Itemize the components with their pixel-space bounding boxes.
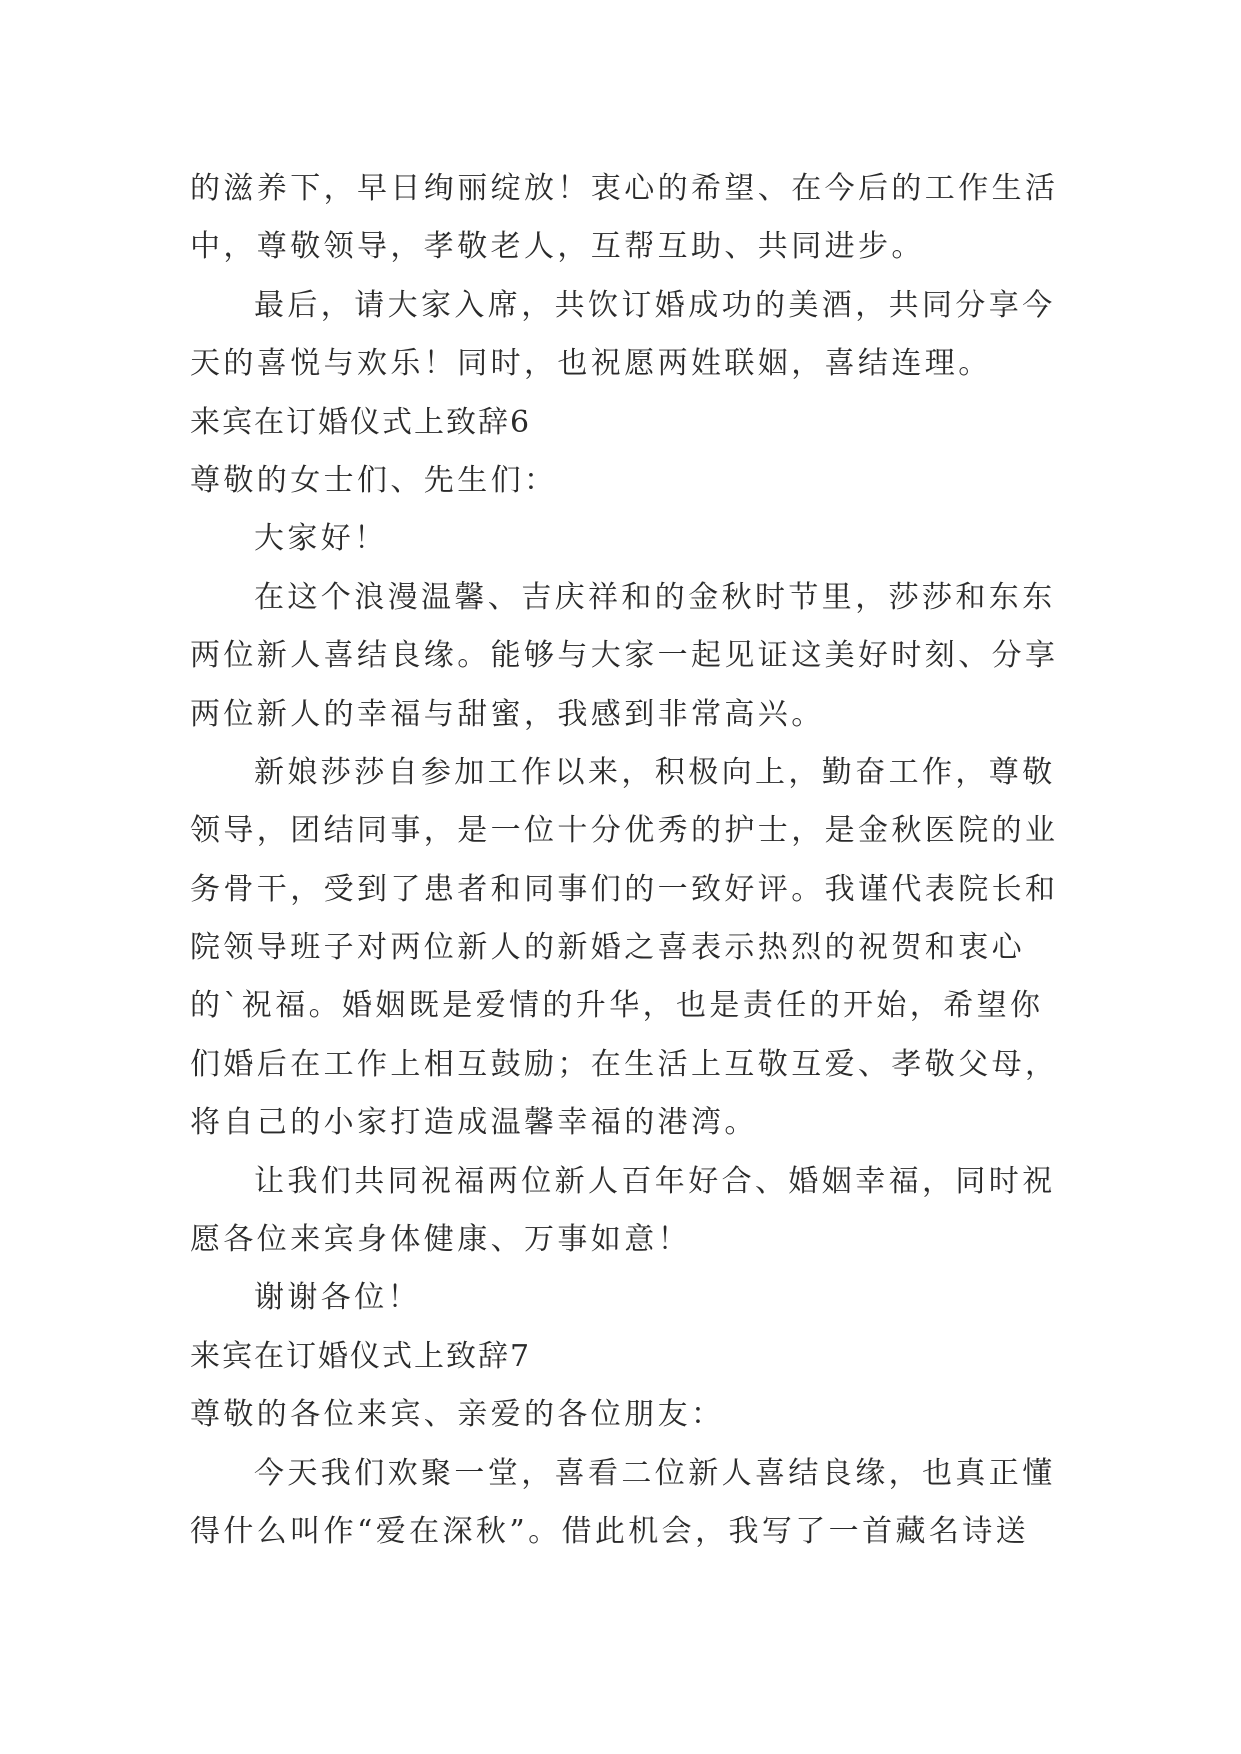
paragraph-line: 在这个浪漫温馨、吉庆祥和的金秋时节里，莎莎和东东 [254, 579, 1056, 615]
paragraph-line: 今天我们欢聚一堂，喜看二位新人喜结良缘，也真正懂 [254, 1455, 1056, 1491]
section-heading: 来宾在订婚仪式上致辞7 [190, 1338, 532, 1374]
paragraph-line: 的滋养下，早日绚丽绽放！衷心的希望、在今后的工作生活 [190, 171, 1059, 206]
paragraph-line: 两位新人喜结良缘。能够与大家一起见证这美好时刻、分享 [190, 638, 1059, 674]
section-heading: 来宾在订婚仪式上致辞6 [190, 404, 532, 440]
paragraph-line: 愿各位来宾身体健康、万事如意！ [190, 1222, 691, 1258]
salutation-line: 尊敬的各位来宾、亲爱的各位朋友： [190, 1397, 725, 1433]
document-body [190, 160, 1060, 1561]
paragraph-line: 将自己的小家打造成温馨幸福的港湾。 [190, 1105, 758, 1141]
paragraph-line: 两位新人的幸福与甜蜜，我感到非常高兴。 [190, 696, 825, 732]
paragraph-line: 最后，请大家入席，共饮订婚成功的美酒，共同分享今 [254, 287, 1056, 323]
paragraph-line: 们婚后在工作上相互鼓励；在生活上互敬互爱、孝敬父母， [190, 1046, 1059, 1082]
greeting-line: 大家好！ [254, 521, 388, 557]
paragraph-line: 的`祝福。婚姻既是爱情的升华，也是责任的开始，希望你 [190, 988, 1044, 1024]
closing-line: 谢谢各位！ [254, 1280, 421, 1316]
paragraph-line: 得什么叫作“爱在深秋”。借此机会，我写了一首藏名诗送 [190, 1513, 1030, 1549]
paragraph-line: 让我们共同祝福两位新人百年好合、婚姻幸福，同时祝 [254, 1163, 1056, 1199]
paragraph-line: 院领导班子对两位新人的新婚之喜表示热烈的祝贺和衷心 [190, 930, 1025, 966]
paragraph-line: 中，尊敬领导，孝敬老人，互帮互助、共同进步。 [190, 229, 925, 265]
paragraph-line: 领导，团结同事，是一位十分优秀的护士，是金秋医院的业 [190, 813, 1059, 849]
paragraph-line: 务骨干，受到了患者和同事们的一致好评。我谨代表院长和 [190, 871, 1059, 907]
paragraph-line: 新娘莎莎自参加工作以来，积极向上，勤奋工作，尊敬 [254, 754, 1056, 790]
salutation-line: 尊敬的女士们、先生们： [190, 462, 558, 498]
paragraph-line: 天的喜悦与欢乐！同时，也祝愿两姓联姻，喜结连理。 [190, 346, 992, 382]
